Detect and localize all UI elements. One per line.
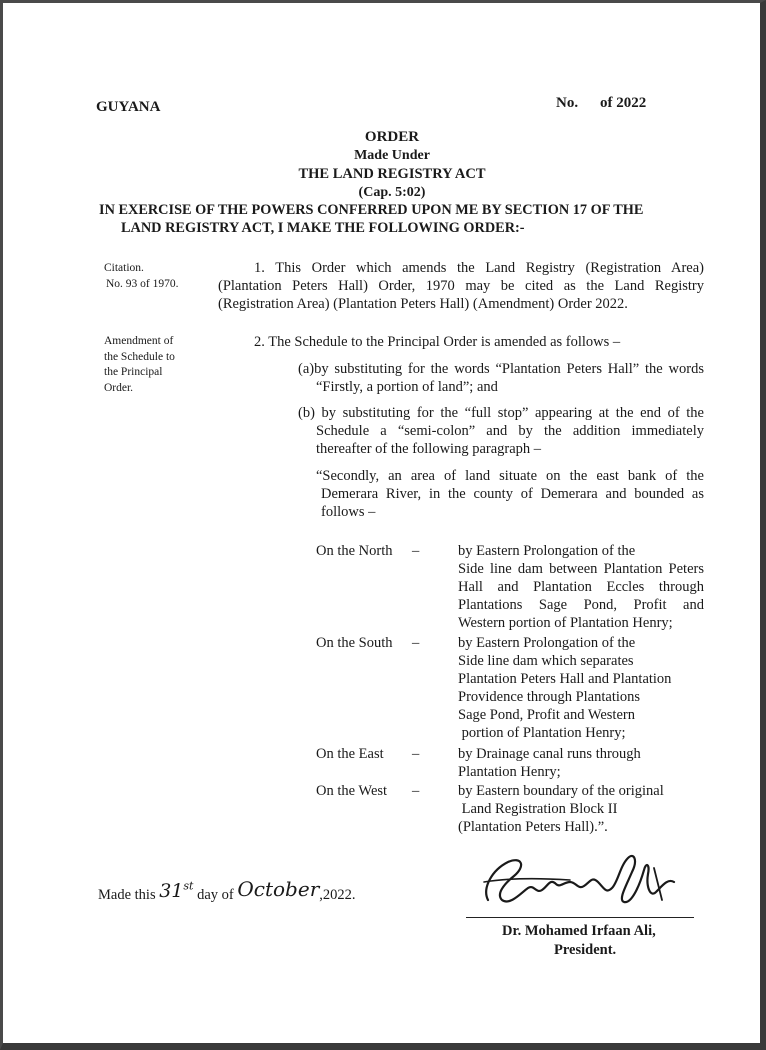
boundary-south-label: On the South <box>316 635 393 651</box>
amendment-b <box>298 404 704 458</box>
boundary-dash: – <box>412 635 420 651</box>
exercise-clause-line2: LAND REGISTRY ACT, I MAKE THE FOLLOWING ORDER:- <box>121 220 525 236</box>
signature-line <box>466 917 694 918</box>
paragraph-line: Demerara River, in the county of Demerara and bounded as <box>321 486 704 502</box>
made-this-line <box>98 877 356 904</box>
margin-note-line: No. 93 of 1970. <box>106 277 179 290</box>
boundary-line: Hall and Plantation Eccles through <box>458 579 704 595</box>
quoted-paragraph <box>316 467 704 521</box>
boundary-line: Western portion of Plantation Henry; <box>458 615 673 631</box>
handwritten-day-suffix: st <box>183 879 194 893</box>
president-signature <box>478 848 698 918</box>
handwritten-day: 31st <box>159 879 194 902</box>
boundary-line: by Eastern Prolongation of the <box>458 543 636 559</box>
boundary-north-text <box>458 542 704 632</box>
handwritten-month: October <box>237 877 320 901</box>
act-cap: (Cap. 5:02) <box>358 185 426 200</box>
paragraph-line: (Registration Area) (Plantation Peters Hall) (Amendment) Order 2022. <box>218 296 628 312</box>
paragraph-line: follows – <box>321 504 376 520</box>
section-1-paragraph <box>218 259 704 313</box>
boundary-line: Side line dam which separates <box>458 653 634 669</box>
paragraph-line: (b) by substituting for the “full stop” appearing at the end of the <box>298 405 704 421</box>
amendment-margin-note <box>104 334 204 396</box>
order-title: ORDER <box>364 129 420 145</box>
margin-note-line: the Principal <box>104 366 163 378</box>
boundary-west-label: On the West <box>316 783 388 799</box>
made-under-line: Made Under <box>354 148 430 163</box>
boundary-dash: – <box>412 746 420 762</box>
section-2-intro: 2. The Schedule to the Principal Order is amended as follows – <box>254 334 621 350</box>
paragraph-line: (Plantation Peters Hall) Order, 1970 may be cited as the Land Registry <box>218 278 704 294</box>
margin-note-line: Order. <box>104 381 134 394</box>
citation-margin-note <box>104 261 179 292</box>
boundary-line: Side line dam between Plantation Peters <box>458 561 704 577</box>
day-of-label: day of <box>197 887 234 903</box>
amendment-a <box>298 360 704 396</box>
boundary-south-text <box>458 634 704 742</box>
boundary-east-label: On the East <box>316 746 384 762</box>
paragraph-line: 1. This Order which amends the Land Registry (Registration Area) <box>254 260 704 276</box>
signatory-title: President. <box>554 942 617 958</box>
country-heading: GUYANA <box>96 99 161 115</box>
boundary-line: Plantation Peters Hall and Plantation <box>458 671 672 687</box>
paragraph-line: Schedule a “semi-colon” and by the addition immediately <box>316 423 704 439</box>
boundary-line: portion of Plantation Henry; <box>458 725 626 741</box>
made-this-label: Made this <box>98 887 156 903</box>
order-year-label: of 2022 <box>600 95 647 111</box>
boundary-dash: – <box>412 783 420 799</box>
paragraph-line: thereafter of the following paragraph – <box>316 441 542 457</box>
boundary-line: by Drainage canal runs through <box>458 746 641 762</box>
margin-note-line: Citation. <box>104 262 144 274</box>
boundary-north-label: On the North <box>316 543 393 559</box>
boundary-line: Plantation Henry; <box>458 764 561 780</box>
boundary-line: by Eastern boundary of the original <box>458 783 664 799</box>
boundary-line: Providence through Plantations <box>458 689 641 705</box>
signatory-name: Dr. Mohamed Irfaan Ali, <box>502 923 656 939</box>
year-label: ,2022. <box>319 887 356 903</box>
margin-note-line: the Schedule to <box>104 350 175 363</box>
exercise-clause-line1: IN EXERCISE OF THE POWERS CONFERRED UPON ME BY SECTION 17 OF THE <box>99 202 644 218</box>
boundary-line: (Plantation Peters Hall).”. <box>458 819 608 835</box>
margin-note-line: Amendment of <box>104 335 174 347</box>
boundary-line: Plantations Sage Pond, Profit and <box>458 597 704 613</box>
boundary-east-text <box>458 745 704 781</box>
order-number-label: No. <box>556 95 579 111</box>
act-name: THE LAND REGISTRY ACT <box>298 166 486 182</box>
boundary-dash: – <box>412 543 420 559</box>
boundary-west-text <box>458 782 704 836</box>
paragraph-line: “Firstly, a portion of land”; and <box>316 379 498 395</box>
boundary-line: by Eastern Prolongation of the <box>458 635 636 651</box>
boundary-line: Land Registration Block II <box>458 801 618 817</box>
paragraph-line: (a)by substituting for the words “Plantation Peters Hall” the words <box>298 361 704 377</box>
paragraph-line: “Secondly, an area of land situate on the east bank of the <box>316 468 704 484</box>
boundary-line: Sage Pond, Profit and Western <box>458 707 635 723</box>
